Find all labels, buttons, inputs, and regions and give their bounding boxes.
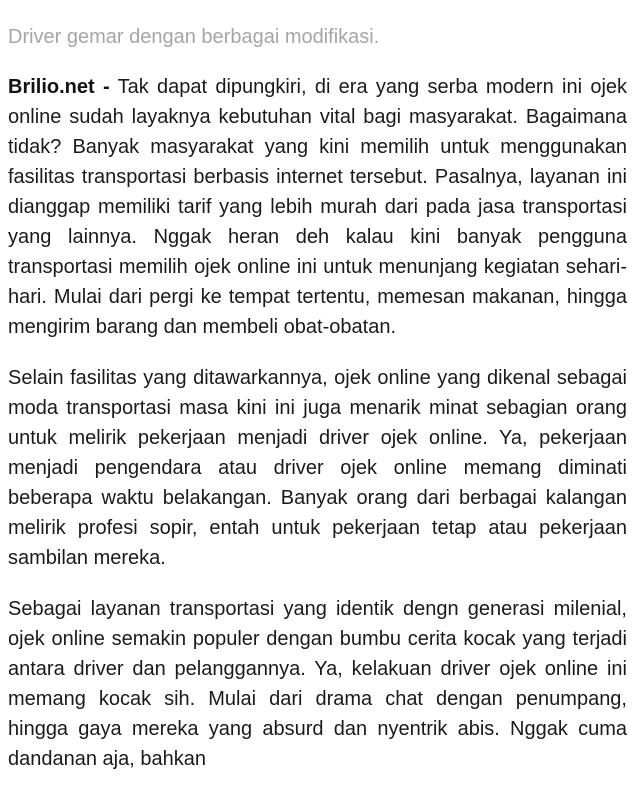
source-label: Brilio.net - [8,76,110,98]
paragraph-intro [8,72,627,342]
paragraph-third: Sebagai layanan transportasi yang identik dengn generasi milenial, ojek online semakin populer dengan bumbu cerita kocak yang terjadi antara driver dan pelanggannya. Ya, kelakuan driver ojek online ini memang kocak sih. Mulai dari drama chat dengan penumpang, hingga gaya mereka yang absurd dan nyentrik abis. Nggak cuma dandanan aja, bahkan [8,598,627,770]
paragraph-second: Selain fasilitas yang ditawarkannya, ojek online yang dikenal sebagai moda transportasi masa kini ini juga menarik minat sebagian orang untuk melirik pekerjaan menjadi driver ojek online. Ya, pekerjaan menjadi pengendara atau driver ojek online memang diminati beberapa waktu belakangan. Banyak orang dari berbagai kalangan melirik profesi sopir, entah untuk pekerjaan tetap atau pekerjaan sambilan mereka. [8,367,627,569]
paragraph-intro-text: Tak dapat dipungkiri, di era yang serba modern ini ojek online sudah layaknya kebutuhan vital bagi masyarakat. Bagaimana tidak? Banyak masyarakat yang kini memilih untuk menggunakan fasilitas transportasi berbasis internet tersebut. Pasalnya, layanan ini dianggap memiliki tarif yang lebih murah dari pada jasa transportasi yang lainnya. Nggak heran deh kalau kini banyak pengguna transportasi memilih ojek online ini untuk menunjang kegiatan sehari-hari. Mulai dari pergi ke tempat tertentu, memesan makanan, hingga mengirim barang dan membeli obat-obatan. [8,76,628,338]
image-caption: Driver gemar dengan berbagai modifikasi. [8,26,380,48]
